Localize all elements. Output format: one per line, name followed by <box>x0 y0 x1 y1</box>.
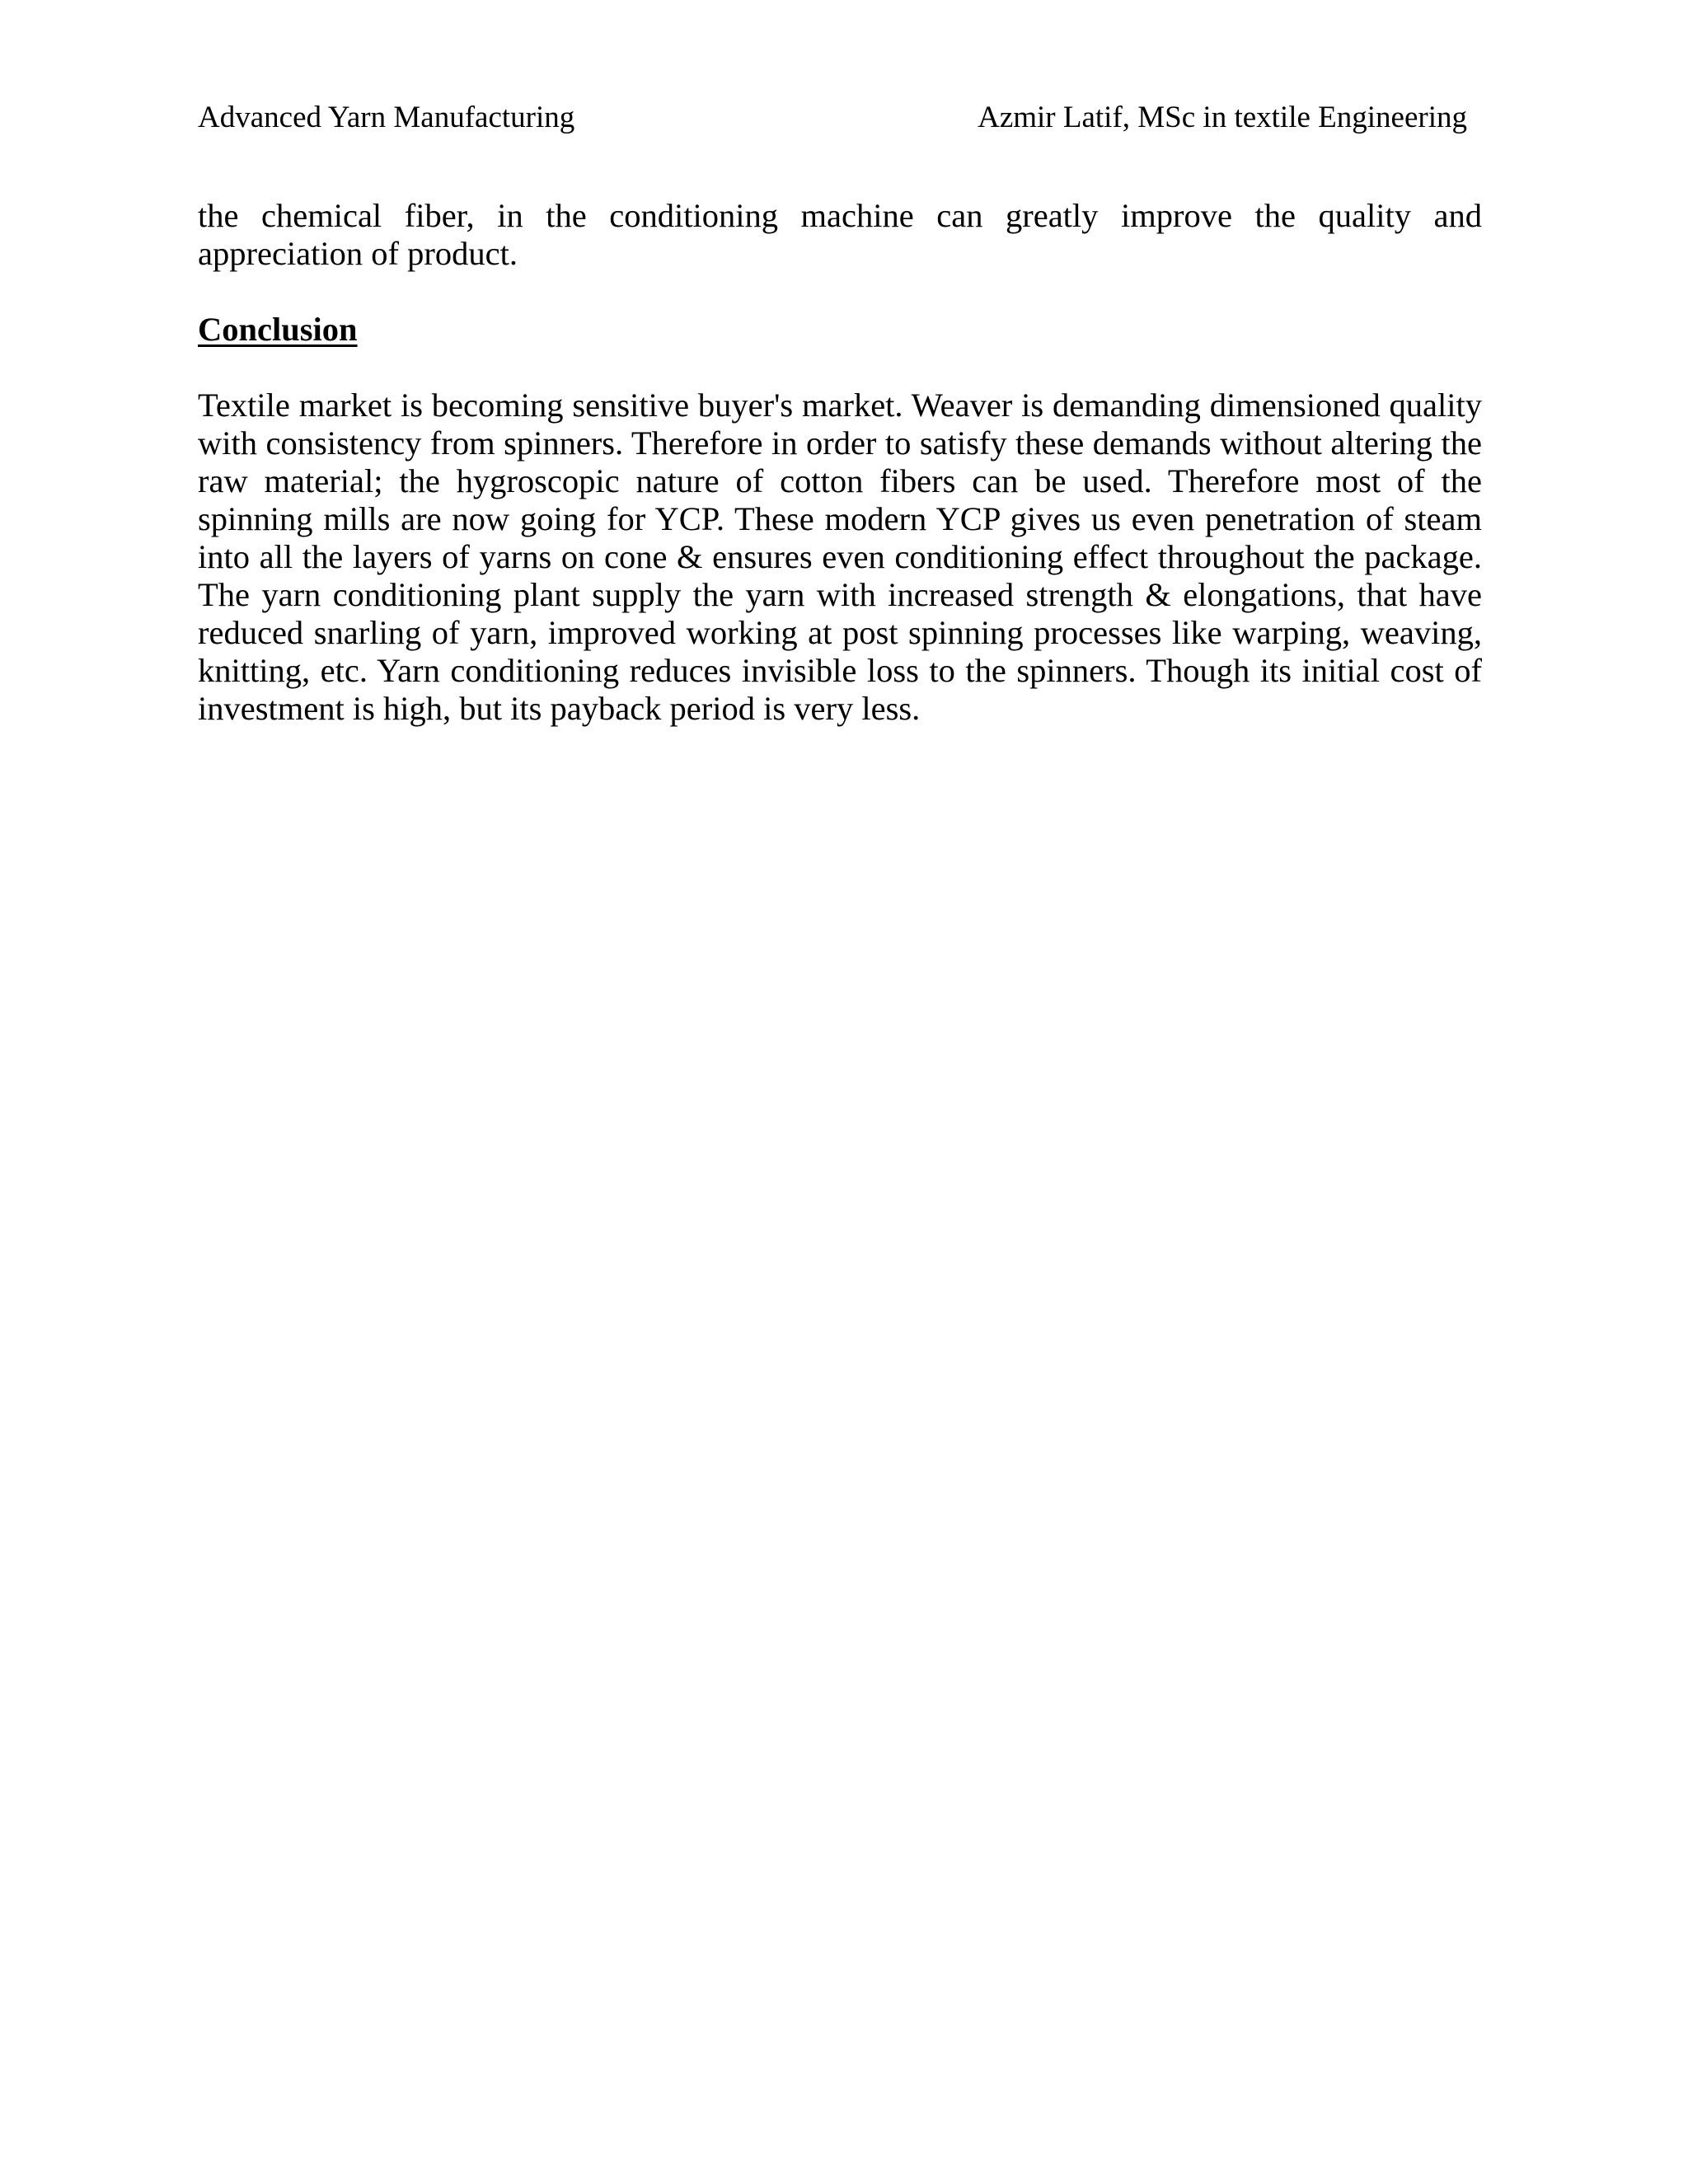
intro-paragraph: the chemical fiber, in the conditioning machine can greatly improve the quality and appreciation of product. <box>198 197 1482 272</box>
header-author: Azmir Latif, MSc in textile Engineering <box>978 101 1467 134</box>
page-body <box>198 197 1482 728</box>
section-heading-conclusion: Conclusion <box>198 311 358 348</box>
header-book-title: Advanced Yarn Manufacturing <box>198 101 575 134</box>
conclusion-paragraph: Textile market is becoming sensitive buyer's market. Weaver is demanding dimensioned quality with consistency from spinners. Therefore in order to satisfy these demands without altering the raw material; the hygroscopic nature of cotton fibers can be used. Therefore most of the spinning mills are now going for YCP. These modern YCP gives us even penetration of steam into all the layers of yarns on cone & ensures even conditioning effect throughout the package. The yarn conditioning plant supply the yarn with increased strength & elongations, that have reduced snarling of yarn, improved working at post spinning processes like warping, weaving, knitting, etc. Yarn conditioning reduces invisible loss to the spinners. Though its initial cost of investment is high, but its payback period is very less. <box>198 387 1482 727</box>
running-header <box>198 97 1467 138</box>
